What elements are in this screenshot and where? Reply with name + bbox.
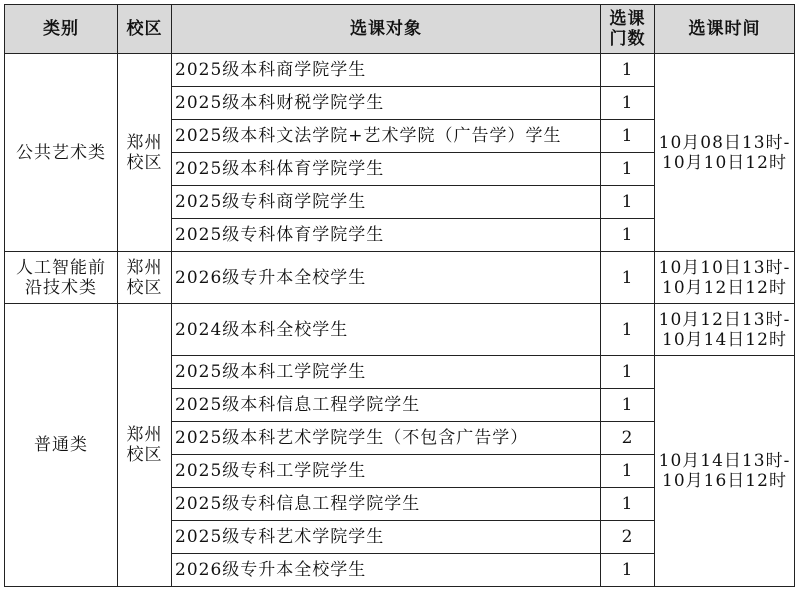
count-cell: 1 xyxy=(601,554,655,587)
campus-cell xyxy=(118,252,172,304)
category-text: 普通类 xyxy=(34,435,88,455)
target-cell: 2025级专科工学院学生 xyxy=(172,455,601,488)
count-cell: 1 xyxy=(601,304,655,356)
count-cell: 1 xyxy=(601,356,655,389)
category-text: 人工智能前 xyxy=(16,257,106,278)
table-row xyxy=(5,304,795,356)
course-selection-table xyxy=(4,4,795,587)
time-text: 10月10日13时- xyxy=(658,257,791,278)
time-cell xyxy=(655,356,795,587)
category-text: 公共艺术类 xyxy=(16,142,106,163)
target-cell: 2025级专科商学院学生 xyxy=(172,186,601,219)
category-cell xyxy=(5,54,118,252)
campus-text: 郑州 xyxy=(126,425,163,445)
target-cell: 2025级本科工学院学生 xyxy=(172,356,601,389)
target-cell: 2025级本科体育学院学生 xyxy=(172,153,601,186)
campus-text: 校区 xyxy=(126,277,163,298)
count-cell: 1 xyxy=(601,488,655,521)
count-cell: 1 xyxy=(601,54,655,87)
header-count-line1: 选课 xyxy=(609,9,646,29)
time-text: 10月14日12时 xyxy=(662,329,787,350)
target-cell: 2025级本科商学院学生 xyxy=(172,54,601,87)
count-cell: 1 xyxy=(601,186,655,219)
count-cell: 1 xyxy=(601,389,655,422)
target-cell: 2025级专科艺术学院学生 xyxy=(172,521,601,554)
time-text: 10月14日13时- xyxy=(658,451,791,471)
time-cell xyxy=(655,252,795,304)
time-cell xyxy=(655,54,795,252)
time-text: 10月12日13时- xyxy=(658,309,791,330)
category-cell xyxy=(5,252,118,304)
header-count-line2: 门数 xyxy=(609,29,646,49)
count-cell: 2 xyxy=(601,521,655,554)
target-cell: 2025级专科信息工程学院学生 xyxy=(172,488,601,521)
campus-text: 郑州 xyxy=(126,257,163,278)
campus-text: 校区 xyxy=(126,152,163,173)
target-cell: 2026级专升本全校学生 xyxy=(172,554,601,587)
time-text: 10月12日12时 xyxy=(662,277,787,298)
count-cell: 1 xyxy=(601,120,655,153)
target-cell: 2025级本科文法学院+艺术学院（广告学）学生 xyxy=(172,120,601,153)
time-text: 10月10日12时 xyxy=(662,152,787,173)
target-cell: 2025级专科体育学院学生 xyxy=(172,219,601,252)
campus-cell xyxy=(118,304,172,587)
campus-text: 校区 xyxy=(126,445,163,465)
header-time: 选课时间 xyxy=(655,5,795,54)
count-cell: 1 xyxy=(601,87,655,120)
header-target: 选课对象 xyxy=(172,5,601,54)
table-row xyxy=(5,54,795,87)
header-category: 类别 xyxy=(5,5,118,54)
time-text: 10月16日12时 xyxy=(662,471,787,491)
campus-text: 郑州 xyxy=(126,132,163,153)
count-cell: 1 xyxy=(601,153,655,186)
header-count xyxy=(601,5,655,54)
target-cell: 2025级本科财税学院学生 xyxy=(172,87,601,120)
count-cell: 1 xyxy=(601,252,655,304)
table-row xyxy=(5,252,795,304)
target-cell: 2024级本科全校学生 xyxy=(172,304,601,356)
count-cell: 1 xyxy=(601,455,655,488)
header-campus: 校区 xyxy=(118,5,172,54)
count-cell: 1 xyxy=(601,219,655,252)
campus-cell xyxy=(118,54,172,252)
count-cell: 2 xyxy=(601,422,655,455)
target-cell: 2026级专升本全校学生 xyxy=(172,252,601,304)
time-cell xyxy=(655,304,795,356)
category-cell xyxy=(5,304,118,587)
category-text: 沿技术类 xyxy=(25,277,97,298)
target-cell: 2025级本科信息工程学院学生 xyxy=(172,389,601,422)
time-text: 10月08日13时- xyxy=(658,132,791,153)
target-cell: 2025级本科艺术学院学生（不包含广告学） xyxy=(172,422,601,455)
